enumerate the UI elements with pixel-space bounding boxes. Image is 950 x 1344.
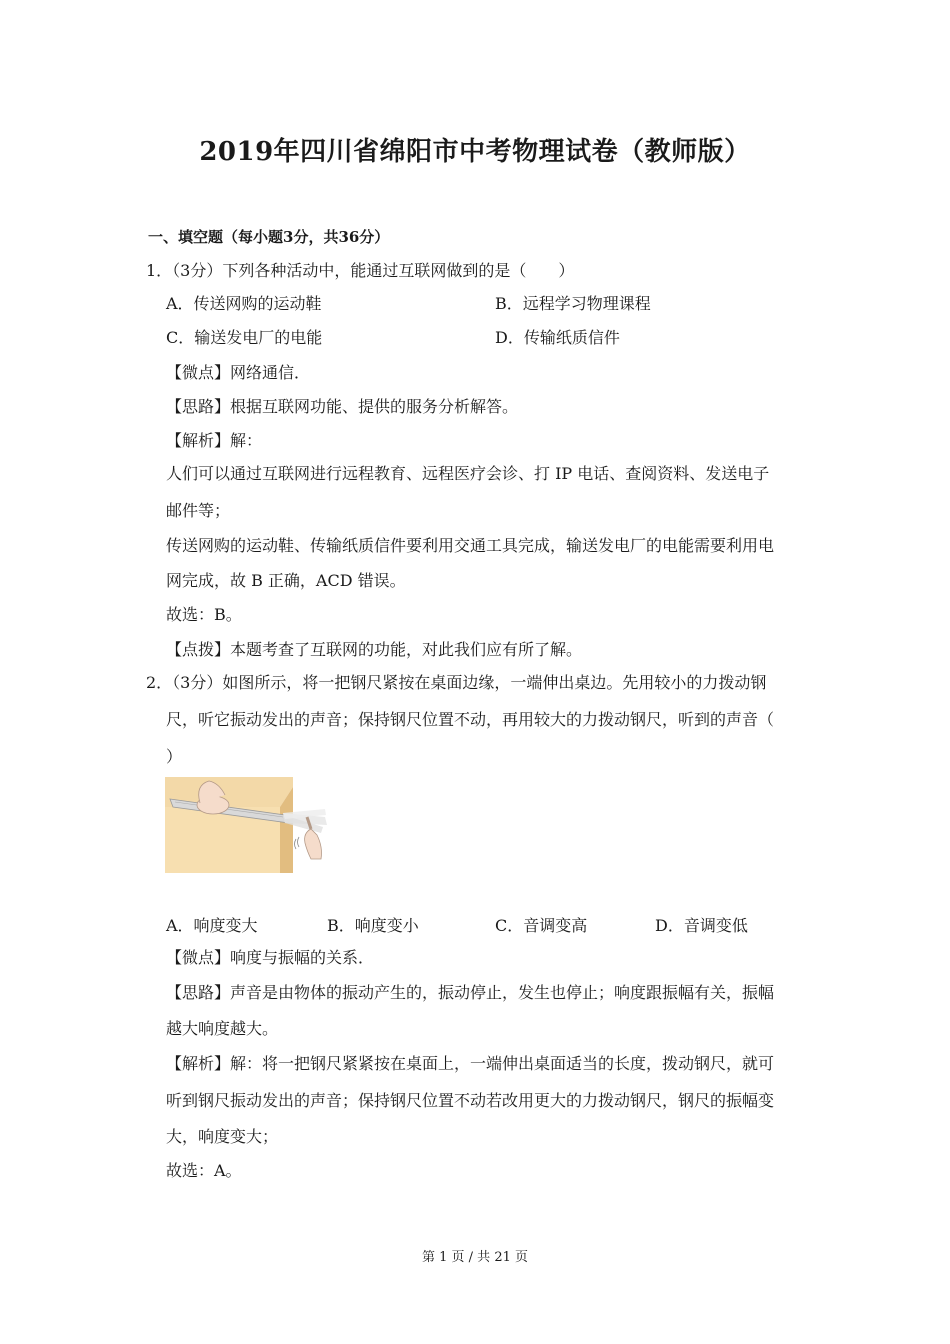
- section-heading: 一、填空题（每小题3分，共36分）: [148, 228, 390, 246]
- q1-explanation-line: 网完成，故 B 正确，ACD 错误。: [166, 571, 406, 590]
- q1-explanation-line: 传送网购的运动鞋、传输纸质信件要利用交通工具完成，输送发电厂的电能需要利用电: [166, 536, 775, 555]
- q2-option-a: A．响度变大: [166, 916, 258, 935]
- page-title: 2019年四川省绵阳市中考物理试卷（教师版）: [199, 137, 751, 167]
- q2-silu: 【思路】声音是由物体的振动产生的，振动停止，发生也停止；响度跟振幅有关，振幅: [166, 983, 775, 1002]
- q1-dianbo: 【点拨】本题考查了互联网的功能，对此我们应有所了解。: [166, 640, 583, 659]
- q2-option-c: C．音调变高: [495, 916, 588, 935]
- q2-answer: 故选：A。: [166, 1161, 242, 1180]
- q1-option-a: A．传送网购的运动鞋: [166, 294, 322, 313]
- q2-jiexi-cont: 大，响度变大；: [166, 1127, 279, 1146]
- q2-silu-cont: 越大响度越大。: [166, 1019, 279, 1038]
- q1-option-c: C．输送发电厂的电能: [166, 328, 323, 347]
- ruler-on-table-figure: [165, 777, 338, 873]
- q1-answer: 故选：B。: [166, 605, 242, 624]
- q2-jiexi: 【解析】解：将一把钢尺紧紧按在桌面上，一端伸出桌面适当的长度，拨动钢尺，就可: [166, 1054, 775, 1073]
- q2-jiexi-cont: 听到钢尺振动发出的声音；保持钢尺位置不动若改用更大的力拨动钢尺，钢尺的振幅变: [166, 1091, 775, 1110]
- q2-option-d: D．音调变低: [655, 916, 748, 935]
- q1-option-b: B．远程学习物理课程: [495, 294, 651, 313]
- q1-silu: 【思路】根据互联网功能、提供的服务分析解答。: [166, 397, 519, 416]
- q1-weidian: 【微点】网络通信．: [166, 363, 311, 382]
- q1-option-d: D．传输纸质信件: [495, 328, 620, 347]
- q1-jiexi: 【解析】解：: [166, 431, 263, 450]
- q2-weidian: 【微点】响度与振幅的关系．: [166, 948, 375, 967]
- question-2-stem-cont: 尺，听它振动发出的声音；保持钢尺位置不动，再用较大的力拨动钢尺，听到的声音（: [166, 710, 775, 729]
- q2-option-b: B．响度变小: [327, 916, 419, 935]
- page-footer: 第 1 页 / 共 21 页: [422, 1250, 528, 1265]
- q1-explanation-line: 人们可以通过互联网进行远程教育、远程医疗会诊、打 IP 电话、查阅资料、发送电子: [166, 464, 770, 483]
- q1-explanation-line: 邮件等；: [166, 501, 231, 520]
- question-2-stem: 2．（3分）如图所示，将一把钢尺紧按在桌面边缘，一端伸出桌边。先用较小的力拨动钢: [146, 673, 767, 692]
- question-2-stem-cont: ）: [166, 747, 183, 766]
- question-1-stem: 1．（3分）下列各种活动中，能通过互联网做到的是（ ）: [146, 261, 575, 280]
